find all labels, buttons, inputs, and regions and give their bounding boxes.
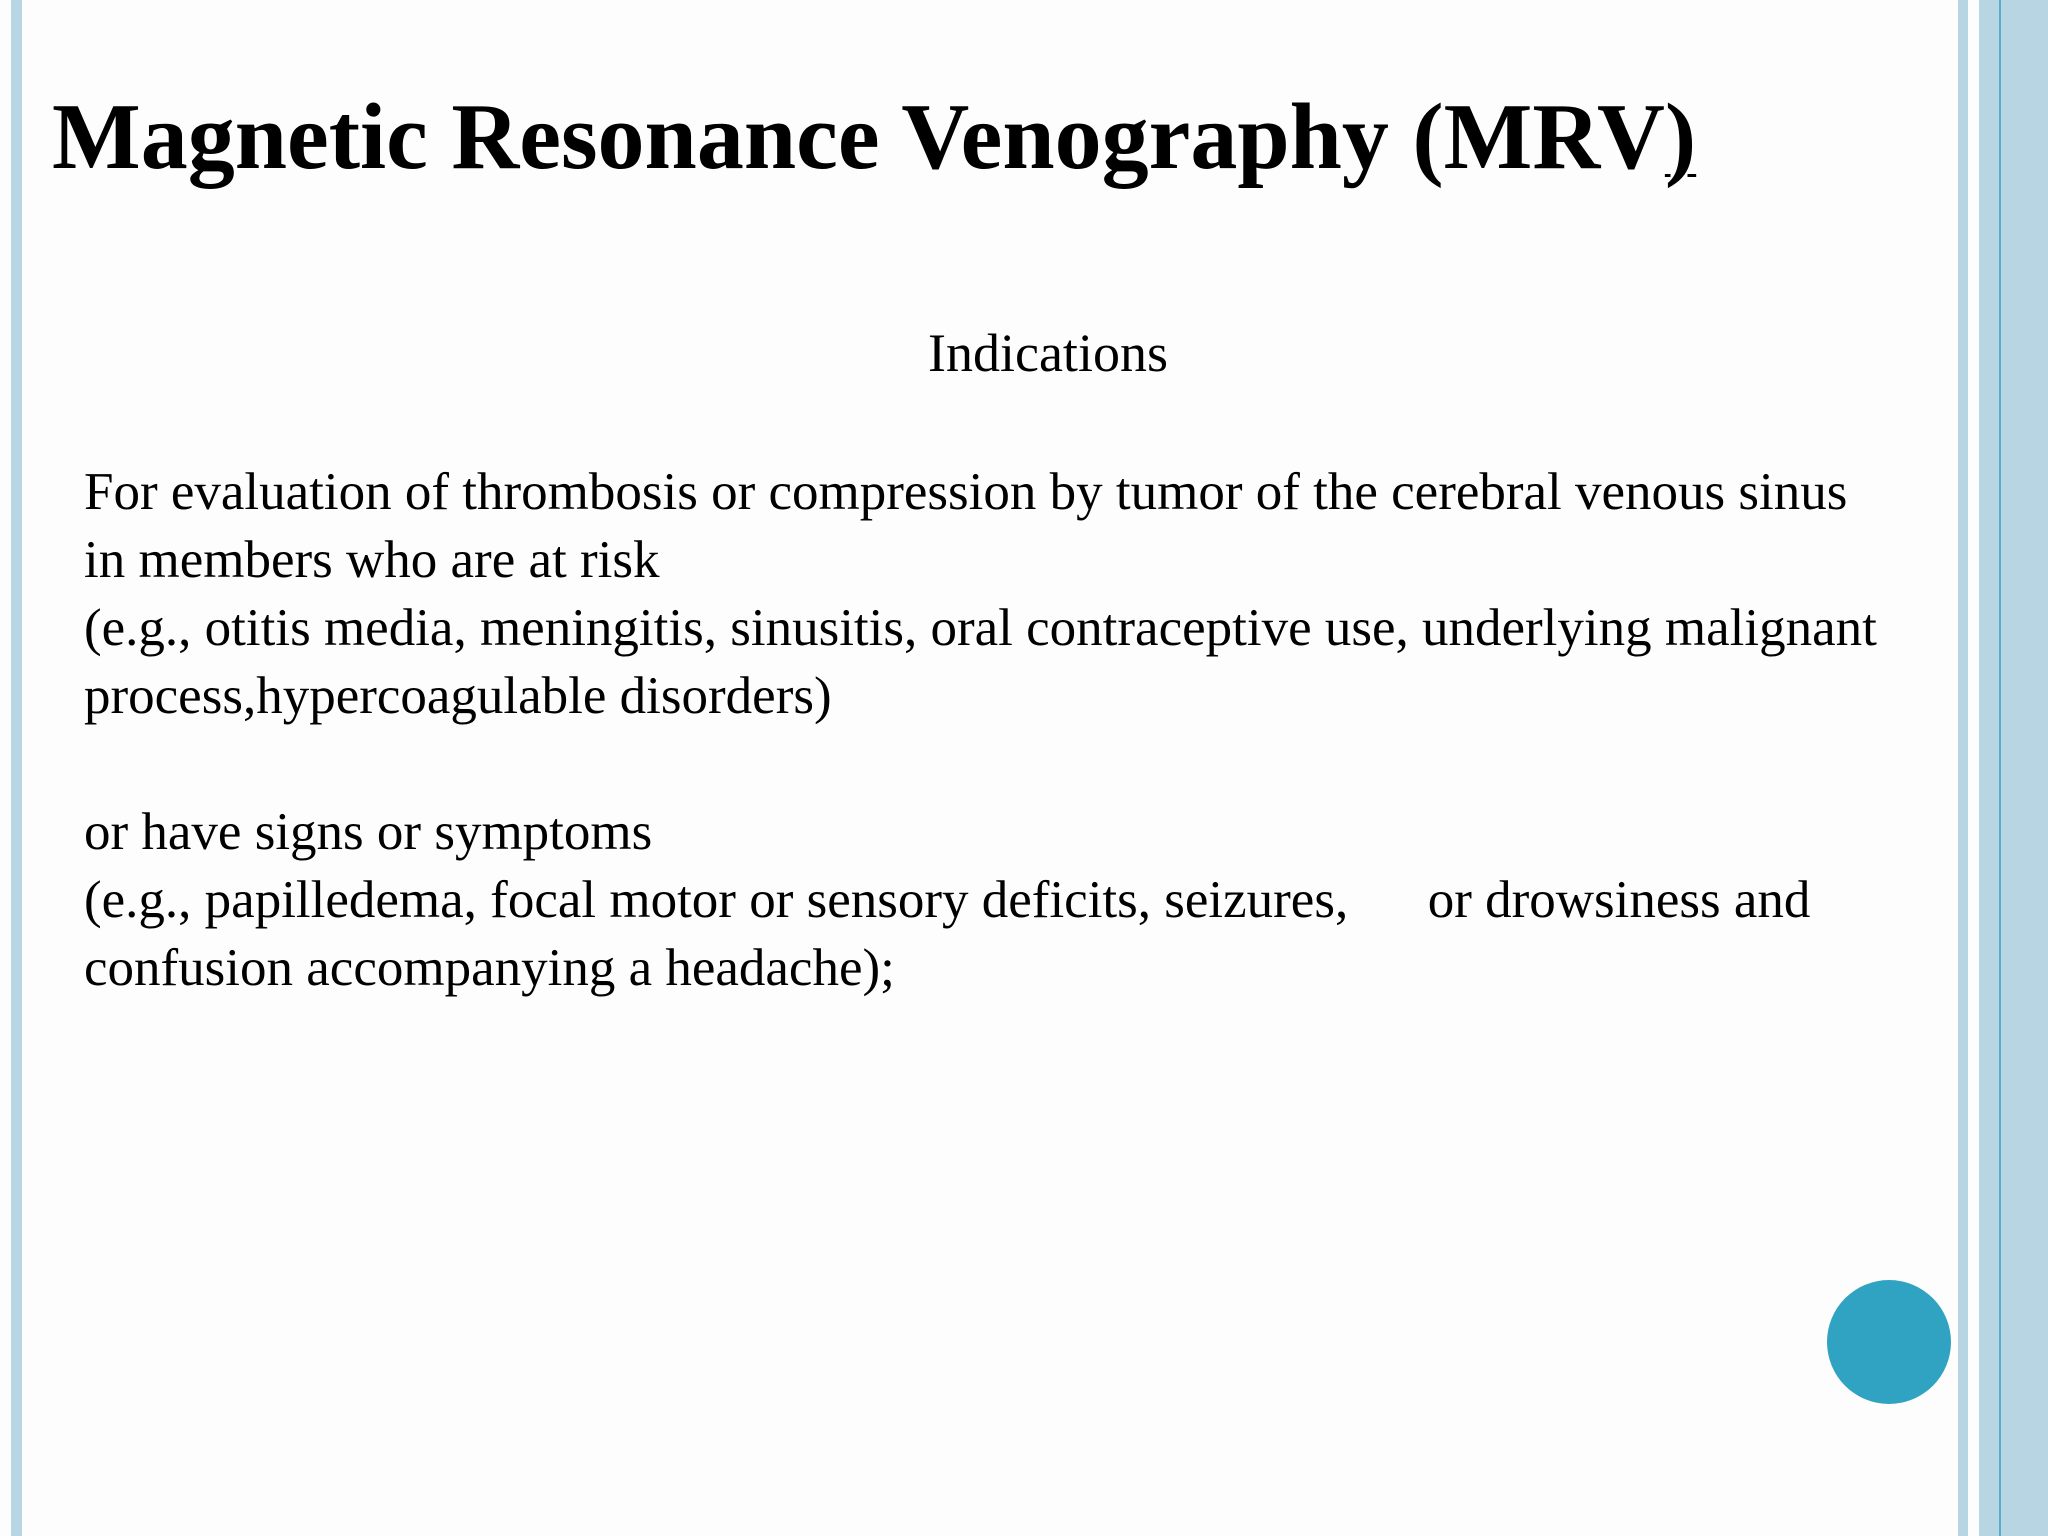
- body-line: For evaluation of thrombosis or compression by tumor of the cerebral venous sinus: [84, 463, 1848, 521]
- slide-title: [52, 82, 1696, 192]
- body-line: (e.g., papilledema, focal motor or sensory deficits, seizures, or drowsiness and: [84, 871, 1811, 929]
- slide-title-closing-paren: ): [1664, 85, 1697, 189]
- body-line: process,hypercoagulable disorders): [84, 667, 832, 725]
- body-line: (e.g., otitis media, meningitis, sinusitis, oral contraceptive use, underlying malignant: [84, 599, 1877, 657]
- paragraph-spacer: [84, 730, 2044, 798]
- section-heading: Indications: [928, 323, 1168, 383]
- body-line: in members who are at risk: [84, 531, 660, 589]
- left-border-stripe: [11, 0, 22, 1536]
- slide-body: [84, 458, 2044, 1002]
- body-line: or have signs or symptoms: [84, 803, 653, 861]
- slide-title-text: Magnetic Resonance Venography (MRV: [52, 85, 1665, 189]
- body-line: confusion accompanying a headache);: [84, 939, 895, 997]
- circle-icon[interactable]: [1827, 1280, 1951, 1404]
